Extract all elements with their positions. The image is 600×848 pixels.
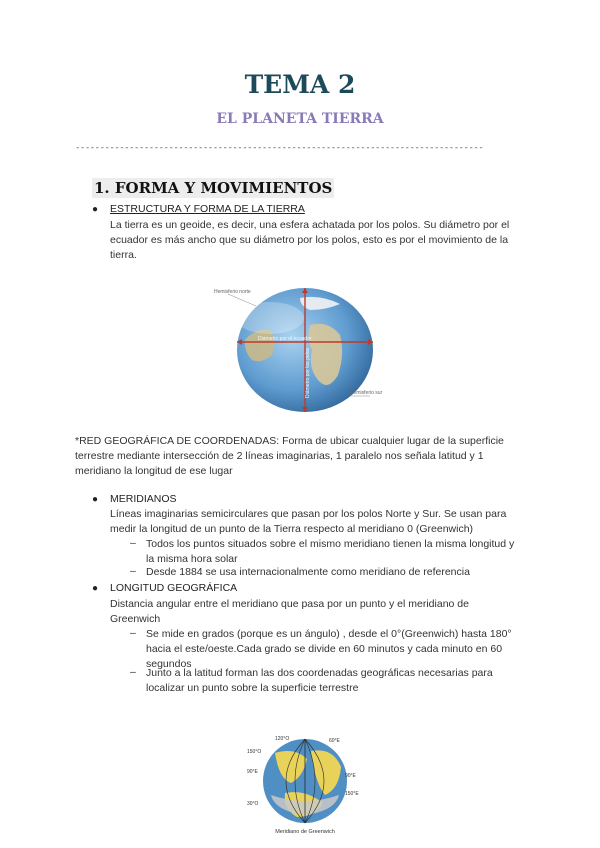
globe-illustration bbox=[200, 280, 410, 416]
meridian-top-label-2: 60°E bbox=[329, 738, 340, 744]
meridian-left-label-1: 150°O bbox=[247, 749, 262, 755]
bullet-label-longitud: LONGITUD GEOGRÁFICA bbox=[110, 582, 238, 594]
bullet-icon: ● bbox=[92, 204, 99, 215]
meridians-illustration bbox=[245, 733, 365, 837]
page-title: TEMA 2 bbox=[244, 70, 356, 99]
meridian-caption: Meridiano de Greenwich bbox=[275, 829, 335, 835]
meridian-right-label-2: 150°E bbox=[345, 791, 359, 797]
globe-highlight bbox=[236, 302, 304, 334]
globe-figure bbox=[200, 280, 410, 416]
dash-item-longitud-2: Junto a la latitud forman las dos coordenadas geográficas necesarias para localizar un punto sobre la superficie terrestre bbox=[146, 667, 493, 694]
dash-item-longitud-1: Se mide en grados (porque es un ángulo) , desde el 0°(Greenwich) hasta 180° hacia el este/oeste.Cada grado se divide en 60 minutos y cada minuto en 60 segundos bbox=[146, 628, 512, 670]
paragraph-estructura: La tierra es un geoide, es decir, una esfera achatada por los polos. Su diámetro por el ecuador es más ancho que su diámetro por los polos, esto es por el movimiento de la tierra. bbox=[110, 219, 510, 261]
dash-item-meridianos-1: Todos los puntos situados sobre el mismo meridiano tienen la misma longitud y la misma hora solar bbox=[146, 538, 515, 565]
bullet-label-meridianos: MERIDIANOS bbox=[110, 493, 177, 505]
meridian-right-label-1: 90°E bbox=[345, 773, 356, 779]
label-poles: Diámetro por los polos bbox=[305, 347, 311, 398]
section-heading: 1. FORMA Y MOVIMIENTOS bbox=[94, 179, 333, 197]
bullet-icon: ● bbox=[92, 583, 99, 594]
label-south: Hemisferio sur bbox=[350, 390, 383, 396]
label-north: Hemisferio norte bbox=[214, 289, 251, 295]
paragraph-red-geografica: *RED GEOGRÁFICA DE COORDENADAS: Forma de ubicar cualquier lugar de la superficie terrestre mediante intersección de 2 líneas imaginarias, 1 paralelo nos señala latitud y 1 meridiano la longitud de ese lugar bbox=[75, 435, 504, 477]
meridian-left-label-2: 90°E bbox=[247, 769, 258, 775]
page-subtitle: EL PLANETA TIERRA bbox=[216, 111, 384, 127]
dash-icon: – bbox=[130, 537, 136, 549]
dash-icon: – bbox=[130, 565, 136, 577]
label-equator: Diámetro por el ecuador bbox=[258, 336, 312, 342]
paragraph-longitud: Distancia angular entre el meridiano que pasa por un punto y el meridiano de Greenwich bbox=[110, 598, 469, 625]
dash-icon: – bbox=[130, 627, 136, 639]
dash-icon: – bbox=[130, 666, 136, 678]
section-divider: ----------------------------------------------------------------------------------- bbox=[75, 143, 484, 153]
meridian-left-label-3: 30°O bbox=[247, 801, 259, 807]
meridians-figure bbox=[245, 733, 365, 837]
paragraph-meridianos: Líneas imaginarias semicirculares que pasan por los polos Norte y Sur. Se usan para medir la longitud de un punto de la Tierra respecto al meridiano 0 (Greenwich) bbox=[110, 508, 507, 535]
meridian-top-label-1: 120°O bbox=[275, 736, 290, 742]
bullet-icon: ● bbox=[92, 494, 99, 505]
bullet-label-estructura: ESTRUCTURA Y FORMA DE LA TIERRA bbox=[110, 203, 305, 215]
dash-item-meridianos-2: Desde 1884 se usa internacionalmente como meridiano de referencia bbox=[146, 566, 470, 578]
